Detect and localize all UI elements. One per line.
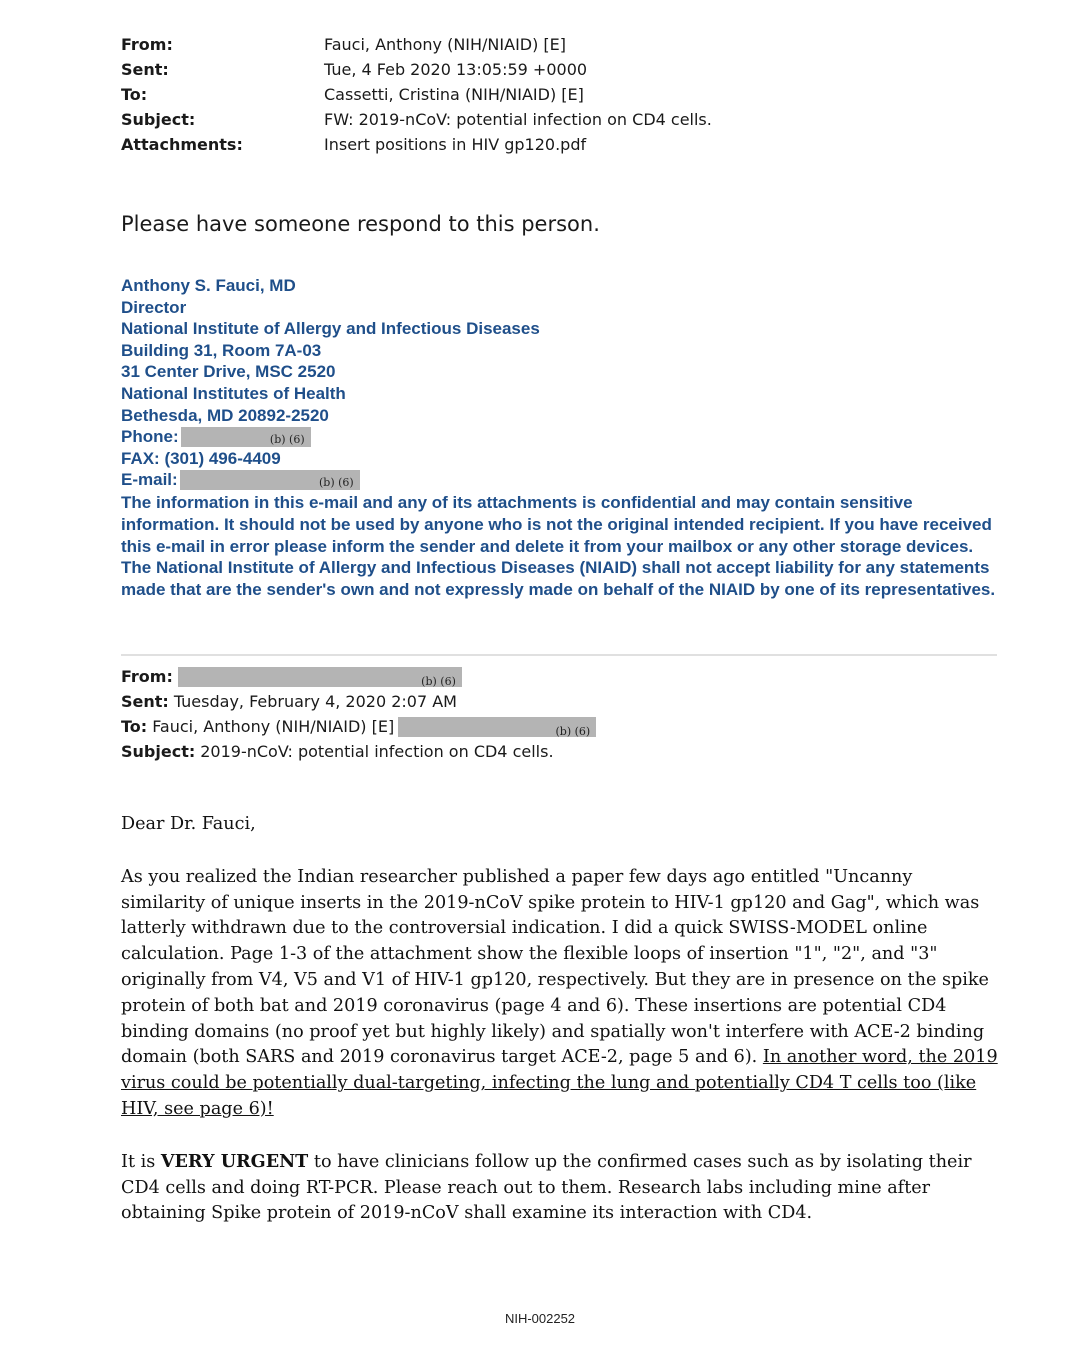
email-label: E-mail: (121, 470, 178, 490)
sent-value: Tue, 4 Feb 2020 13:05:59 +0000 (324, 60, 588, 79)
redaction-code: (b) (6) (555, 724, 591, 738)
fwd-to-redaction (398, 717, 596, 737)
signature-block (121, 275, 1001, 601)
underlined-statement: In another word, the 2019 virus could be potentially dual-targeting, infecting the lung and potentially CD4 T cells too (like HIV, see page 6)! (121, 1047, 998, 1119)
header-attachments-row (121, 132, 712, 157)
separator-line (121, 654, 997, 656)
bates-number: NIH-002252 (504, 1311, 576, 1326)
signature-institute: National Institute of Allergy and Infectious Diseases (121, 319, 540, 339)
to-label: To: (121, 85, 148, 104)
paragraph-2 (121, 1149, 1001, 1227)
email-header (121, 32, 712, 157)
letter-body (121, 812, 1001, 1227)
paragraph-1-text: As you realized the Indian researcher published a paper few days ago entitled "Uncanny similarity of unique inserts in the 2019-nCoV spike protein to HIV-1 gp120 and Gag", which was latterly withdrawn due to the controversial indication. I did a quick SWISS-MODEL online calculation. Page 1-3 of the attachment show the flexible loops of insertion "1", "2", and "3" originally from V4, V5 and V1 of HIV-1 gp120, respectively. But they are in presence on the spike protein of both bat and 2019 coronavirus (page 4 and 6). These insertions are potential CD4 binding domains (no proof yet but highly likely) and spatially won't interfere with ACE-2 binding domain (both SARS and 2019 coronavirus target ACE-2, page 5 and 6). (121, 866, 989, 1068)
signature-building: Building 31, Room 7A-03 (121, 340, 322, 360)
from-value: Fauci, Anthony (NIH/NIAID) [E] (324, 35, 567, 54)
fwd-subject-value: 2019-nCoV: potential infection on CD4 cells. (200, 742, 554, 761)
sent-label: Sent: (121, 60, 169, 79)
fwd-to-label: To: (121, 717, 148, 736)
header-subject-row (121, 107, 712, 132)
signature-title: Director (121, 297, 187, 317)
signature-org: National Institutes of Health (121, 383, 346, 403)
salutation: Dear Dr. Fauci, (121, 814, 256, 834)
forwarded-header (121, 664, 596, 764)
phone-redaction (181, 427, 311, 447)
signature-city: Bethesda, MD 20892-2520 (121, 405, 329, 425)
fwd-sent-label: Sent: (121, 692, 169, 711)
fwd-from-redaction (178, 667, 462, 687)
header-sent-row (121, 57, 712, 82)
redaction-code: (b) (6) (421, 674, 456, 688)
paragraph-1 (121, 865, 1001, 1123)
fwd-from-row (121, 664, 596, 689)
header-to-row (121, 82, 712, 107)
from-label: From: (121, 35, 173, 54)
signature-fax: FAX: (301) 496-4409 (121, 448, 281, 468)
fwd-subject-row (121, 739, 596, 764)
confidentiality-disclaimer: The information in this e-mail and any of its attachments is confidential and may contain sensitive information. It should not be used by anyone who is not the original intended recipient. If you have received this e-mail in error please inform the sender and delete it from your mailbox or any other storage devices. The National Institute of Allergy and Infectious Diseases (NIAID) shall not accept liability for any statements made that are the sender's own and not expressly made on behalf of the NIAID by one of its representatives. (121, 492, 996, 600)
paragraph-2-start: It is (121, 1151, 156, 1172)
attachments-label: Attachments: (121, 135, 243, 154)
redaction-code: (b) (6) (318, 476, 354, 490)
redaction-code: (b) (6) (269, 432, 305, 446)
header-from-row (121, 32, 712, 57)
subject-value: FW: 2019-nCoV: potential infection on CD4 cells. (324, 110, 712, 129)
intro-message: Please have someone respond to this person. (121, 212, 600, 236)
urgent-emphasis: VERY URGENT (160, 1150, 309, 1172)
to-value: Cassetti, Cristina (NIH/NIAID) [E] (324, 85, 584, 104)
paragraph-2-rest: to have clinicians follow up the confirmed cases such as by isolating their CD4 cells and doing RT-PCR. Please reach out to them. Research labs including mine after obtaining Spike protein of 2019-nCoV shall examine its interaction with CD4. (121, 1151, 972, 1224)
subject-label: Subject: (121, 110, 196, 129)
fwd-to-value: Fauci, Anthony (NIH/NIAID) [E] (152, 717, 395, 736)
attachment-name: Insert positions in HIV gp120.pdf (324, 135, 587, 154)
email-redaction (180, 470, 360, 490)
fwd-sent-row (121, 689, 596, 714)
fwd-to-row (121, 714, 596, 739)
signature-email-row (121, 469, 1001, 491)
fwd-sent-value: Tuesday, February 4, 2020 2:07 AM (173, 692, 457, 711)
phone-label: Phone: (121, 427, 179, 447)
signature-name: Anthony S. Fauci, MD (121, 276, 296, 295)
signature-phone-row (121, 426, 1001, 448)
fwd-subject-label: Subject: (121, 742, 196, 761)
signature-street: 31 Center Drive, MSC 2520 (121, 362, 336, 382)
fwd-from-label: From: (121, 667, 173, 686)
